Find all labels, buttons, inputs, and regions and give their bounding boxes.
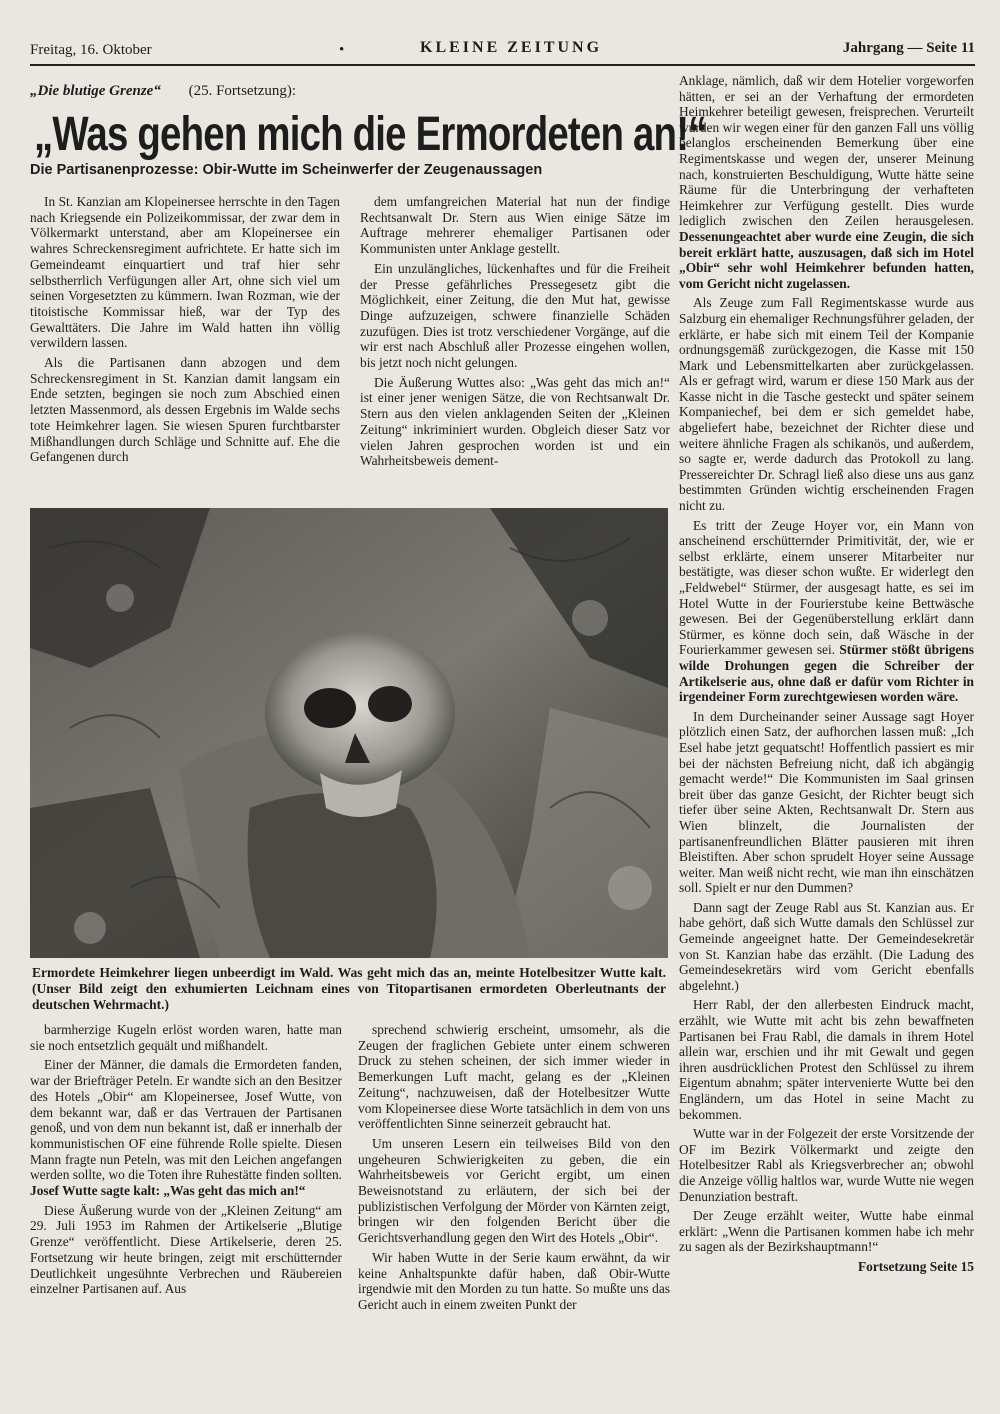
masthead <box>30 36 975 66</box>
column-3 <box>30 1022 342 1317</box>
separator-dot: • <box>339 42 345 58</box>
paragraph: Um unseren Lesern ein teilweises Bild von den ungeheuren Schwierigkeiten zu geben, die ein Wahrheitsbeweis vor Gericht ergibt, um einen Beweisnotstand zu erläutern, der sich bei der publizistischen Verfolgung der Mörder von Kärnten zeigt, bringen wir den folgenden Bericht über die Gerichtsverhandlung gegen den Wirt des Hotels „Obir“. <box>358 1135 670 1246</box>
paragraph-text: Es tritt der Zeuge Hoyer vor, ein Mann von anscheinend erschütternder Primitivität, der, wie er selbst erklärte, einem unserer Mitarbeiter nur bestätigte, was dieser schon wußte. Er widerlegt den „Feldwebel“ Stürmer, der ausgesagt hatte, es sei im Hotel Wutte in der Fourierstube keine Bettwäsche gewesen. Bei der Gegenüberstellung erklärt dann Stürmer, es könne doch sein, daß Wäsche in der Fourierkammer gewesen sei. <box>679 517 974 658</box>
paragraph: sprechend schwierig erscheint, umsomehr, als die Zeugen der fraglichen Gebiete unter einem schweren Druck zu stehen scheinen, der sich immer wieder in Bemerkungen Luft macht, gelang es der „Kleinen Zeitung“, nachzuweisen, daß der Hotelbesitzer Wutte vom Klopeinersee diese Worte tatsächlich in dem von uns veröffentlichten Sinne seinerzeit gebraucht hat. <box>358 1022 670 1132</box>
series-title: „Die blutige Grenze“ <box>30 83 161 99</box>
paragraph <box>679 518 974 705</box>
paragraph: Diese Äußerung wurde von der „Kleinen Zeitung“ am 29. Juli 1953 im Rahmen der Artikelserie „Blutige Grenze“ veröffentlicht. Diese Artikelserie, deren 25. Fortsetzung wir heute bringen, zeigt mit erschütternder Deutlichkeit ungesühnte Verbrechen und Räubereien einzelner Partisanen auf. Aus <box>30 1202 342 1297</box>
right-column <box>679 73 974 1275</box>
paragraph: Wir haben Wutte in der Serie kaum erwähnt, da wir keine Anhaltspunkte dafür haben, daß Obir-Wutte irgendwie mit den Morden zu tun hatte. So mußte uns das Gericht auch in einem zweiten Punkt der <box>358 1249 670 1312</box>
page-number: Jahrgang — Seite 11 <box>842 40 975 56</box>
series-line <box>30 83 670 100</box>
paragraph: Wutte war in der Folgezeit der erste Vorsitzende der OF im Bezirk Völkermarkt und zeigte den Hotelbesitzer Rabl als Kriegsverbrecher an; obwohl die Anzeige völlig haltlos war, wurde Wutte nie wegen Denunziation bestraft. <box>679 1126 974 1204</box>
paragraph: Dann sagt der Zeuge Rabl aus St. Kanzian aus. Er habe gehört, daß sich Wutte damals den Schlüssel zur Gemeinde angeeignet hatte. Der Gemeindesekretär von St. Kanzian habe das erzählt. (Die Ladung des Gemeindesekretärs wird vom Gericht ebenfalls abgelehnt.) <box>679 899 974 993</box>
bold-passage: Stürmer stößt übrigens wilde Drohungen gegen die Schreiber der Artikelserie aus, ohne daß er dafür vom Richter in irgendeiner Form zurechtgewiesen worden wäre. <box>679 642 974 705</box>
newspaper-name: KLEINE ZEITUNG <box>420 39 603 56</box>
column-4 <box>358 1022 670 1317</box>
paragraph: Als die Partisanen dann abzogen und dem Schreckensregiment in St. Kanzian damit langsam ein Ende setzten, begingen sie noch zum Abschied einen letzten Massenmord, als dessen Ergebnis im Walde sechs tote Heimkehrer lagen. Sie wiesen Spuren furchtbarster Mißhandlungen durch Schläge und Schnitte auf. Ehe die Gefangenen durch <box>30 355 340 465</box>
paragraph: dem umfangreichen Material hat nun der findige Rechtsanwalt Dr. Stern aus Wien einige Sätze im Auftrage mehrerer ehemaliger Partisanen oder Kommunisten unter Anklage gestellt. <box>360 194 670 257</box>
paragraph: Als Zeuge zum Fall Regimentskasse wurde aus Salzburg ein ehemaliger Rechnungsführer geladen, der erklärte, er habe sich mit einem Teil der Kompanie ordnungsgemäß zurückgezogen, die Kasse mit 150 Mark und Lebensmittelkarten aber zurückgelassen. Als er gefragt wird, warum er diese 150 Mark aus der Kasse nicht in die Tasche gesteckt und später seinem Kompaniechef, bei dem er sich gemeldet habe, abgeliefert habe, bezeichnet der Richter diese und weitere ähnliche Fragen als schikanös, und außerdem, so sagte er, werde dadurch das Protokoll zu lang. Pressereichter Dr. Schragl ließ also diese uns aus ganz bestimmten Gründen wichtig erscheinenden Fragen nicht zu. <box>679 295 974 514</box>
paragraph: In St. Kanzian am Klopeinersee herrschte in den Tagen nach Kriegsende ein Polizeikommissar, der zwar dem in Völkermarkt unterstand, aber am Klopeinersee ein wahres Schreckensregiment aufrichtete. Er hatte sich im Gemeindeamt einquartiert und traf hier sehr selbstherrlich Verfügungen aller Art, ohne sich viel um seinen Vorgesetzten zu kümmern. Iwan Rozman, wie der titoistische Kommissar hieß, war der Typ des Gewalttäters. Die Jahre im Wald hatten ihn völlig verwildern lassen. <box>30 194 340 351</box>
lower-columns <box>30 1022 670 1317</box>
headline: „Was gehen mich die Ermordeten an!“ <box>34 108 707 161</box>
upper-columns <box>30 194 670 473</box>
bold-passage: Dessenungeachtet aber wurde eine Zeugin, die sich bereit erklärt hatte, auszusagen, daß sich im Hotel „Obir“ sehr wohl Heimkehrer befunden hatten, vom Gericht nicht zugelassen. <box>679 228 974 291</box>
column-1 <box>30 194 340 473</box>
paragraph-text: Einer der Männer, die damals die Ermordeten fanden, war der Briefträger Peteln. Er wandte sich an den Besitzer des Hotels „Obir“ am Klopeinersee, Josef Wutte, von dem bekannt war, daß er das Vertrauen der Partisanen genoß, und von dem nun bekannt ist, daß er innerhalb der kommunistischen OF eine führende Rolle spielte. Diesen Mann fragte nun Peteln, was mit den Leichen angefangen werden sollte, wo die Toten ihre Ruhestätte finden sollten. <box>30 1057 342 1183</box>
news-photo <box>30 508 668 958</box>
paragraph <box>30 1057 342 1198</box>
paragraph-text: Anklage, nämlich, daß wir dem Hotelier vorgeworfen hätten, er sei an der Verhaftung der ermordeten Heimkehrer beteiligt gewesen, freisprechen. Verurteilt wurden wir wegen einer für den ganzen Fall uns völlig belanglos erscheinenden Bemerkung über eine Regimentskasse und wegen der, unserer Meinung nach, konstruierten Beschuldigung, Wutte hätte seine Räume für die Unterbringung der verhafteten Heimkehrer zur Verfügung gestellt. Dies wurde lediglich zwischen den Zeilen herausgelesen. <box>679 73 974 229</box>
exhumed-body-photo <box>30 508 668 958</box>
continuation-note: Fortsetzung Seite 15 <box>857 1258 974 1274</box>
paragraph: Die Äußerung Wuttes also: „Was geht das mich an!“ ist einer jener wenigen Sätze, die von Rechtsanwalt Dr. Stern aus den vielen anklagenden Seiten der „Kleinen Zeitung“ inkriminiert wurden. Obgleich dieser Satz vor vielen Jahren gesprochen worden ist und ein Wahrheitsbeweis dement- <box>360 374 670 469</box>
paragraph: Herr Rabl, der den allerbesten Eindruck macht, erzählt, wie Wutte mit acht bis zehn bewaffneten Partisanen bei Frau Rabl, die damals in ihrem Hotel allein war, erschien und ihr mit Gewalt und gegen ihren ausdrücklichen Protest den Schlüssel zu ihrem Eigentum abnahm; später intervenierte Wutte bei den Engländern, um das Hotel in seine Macht zu bekommen. <box>679 997 974 1122</box>
paragraph: Der Zeuge erzählt weiter, Wutte habe einmal erklärt: „Wenn die Partisanen kommen habe ich mehr zu sagen als der Bezirkshauptmann!“ <box>679 1208 974 1255</box>
photo-caption: Ermordete Heimkehrer liegen unbeerdigt im Wald. Was geht mich das an, meinte Hotelbesitzer Wutte kalt. (Unser Bild zeigt den exhumierten Leichnam eines von Titopartisanen ermordeten Oberleutnants der deutschen Wehrmacht.) <box>32 965 666 1012</box>
subheadline: Die Partisanenprozesse: Obir-Wutte im Scheinwerfer der Zeugenaussagen <box>30 162 543 178</box>
column-2 <box>360 194 670 473</box>
paragraph: In dem Durcheinander seiner Aussage sagt Hoyer plötzlich einen Satz, der aufhorchen lassen muß: „Ich Esel habe jetzt gequatscht! Hoffentlich passiert es mir bei der nächsten Befreiung nicht, daß ich abgängig gemacht werde!“ Die Kommunisten im Saal grinsen breit über das ganze Gesicht, der Richter beugt sich tiefer über seine Akten, Rechtsanwalt Dr. Stern aus Wien blinzelt, die Journalisten der partisanenfreundlichen Blätter pausieren mit ihren Bleistiften. Aber schon sprudelt Hoyer seine Aussage weiter. Man weiß nicht recht, wie man ihn einschätzen soll. Spielt er nur den Dummen? <box>679 708 974 896</box>
bold-quote: Josef Wutte sagte kalt: „Was geht das mich an!“ <box>30 1183 306 1199</box>
issue-date: Freitag, 16. Oktober <box>30 42 152 58</box>
series-installment: (25. Fortsetzung): <box>188 83 297 99</box>
paragraph: Ein unzulängliches, lückenhaftes und für die Freiheit der Presse gefährliches Pressegesetz gibt die Möglichkeit, einer Zeitung, die den Mut hat, gewisse Dinge aufzuzeigen, schwere finanzielle Schäden zuzufügen. Dies ist trotz verschiedener Vorgänge, auf die wir erst nach Abschluß aller Prozesse eingehen wollen, bis jetzt noch nicht gelungen. <box>360 260 670 371</box>
paragraph: barmherzige Kugeln erlöst worden waren, hatte man sie noch entsetzlich gequält und mißhandelt. <box>30 1022 342 1053</box>
paragraph <box>679 73 974 291</box>
article-head <box>30 75 707 473</box>
